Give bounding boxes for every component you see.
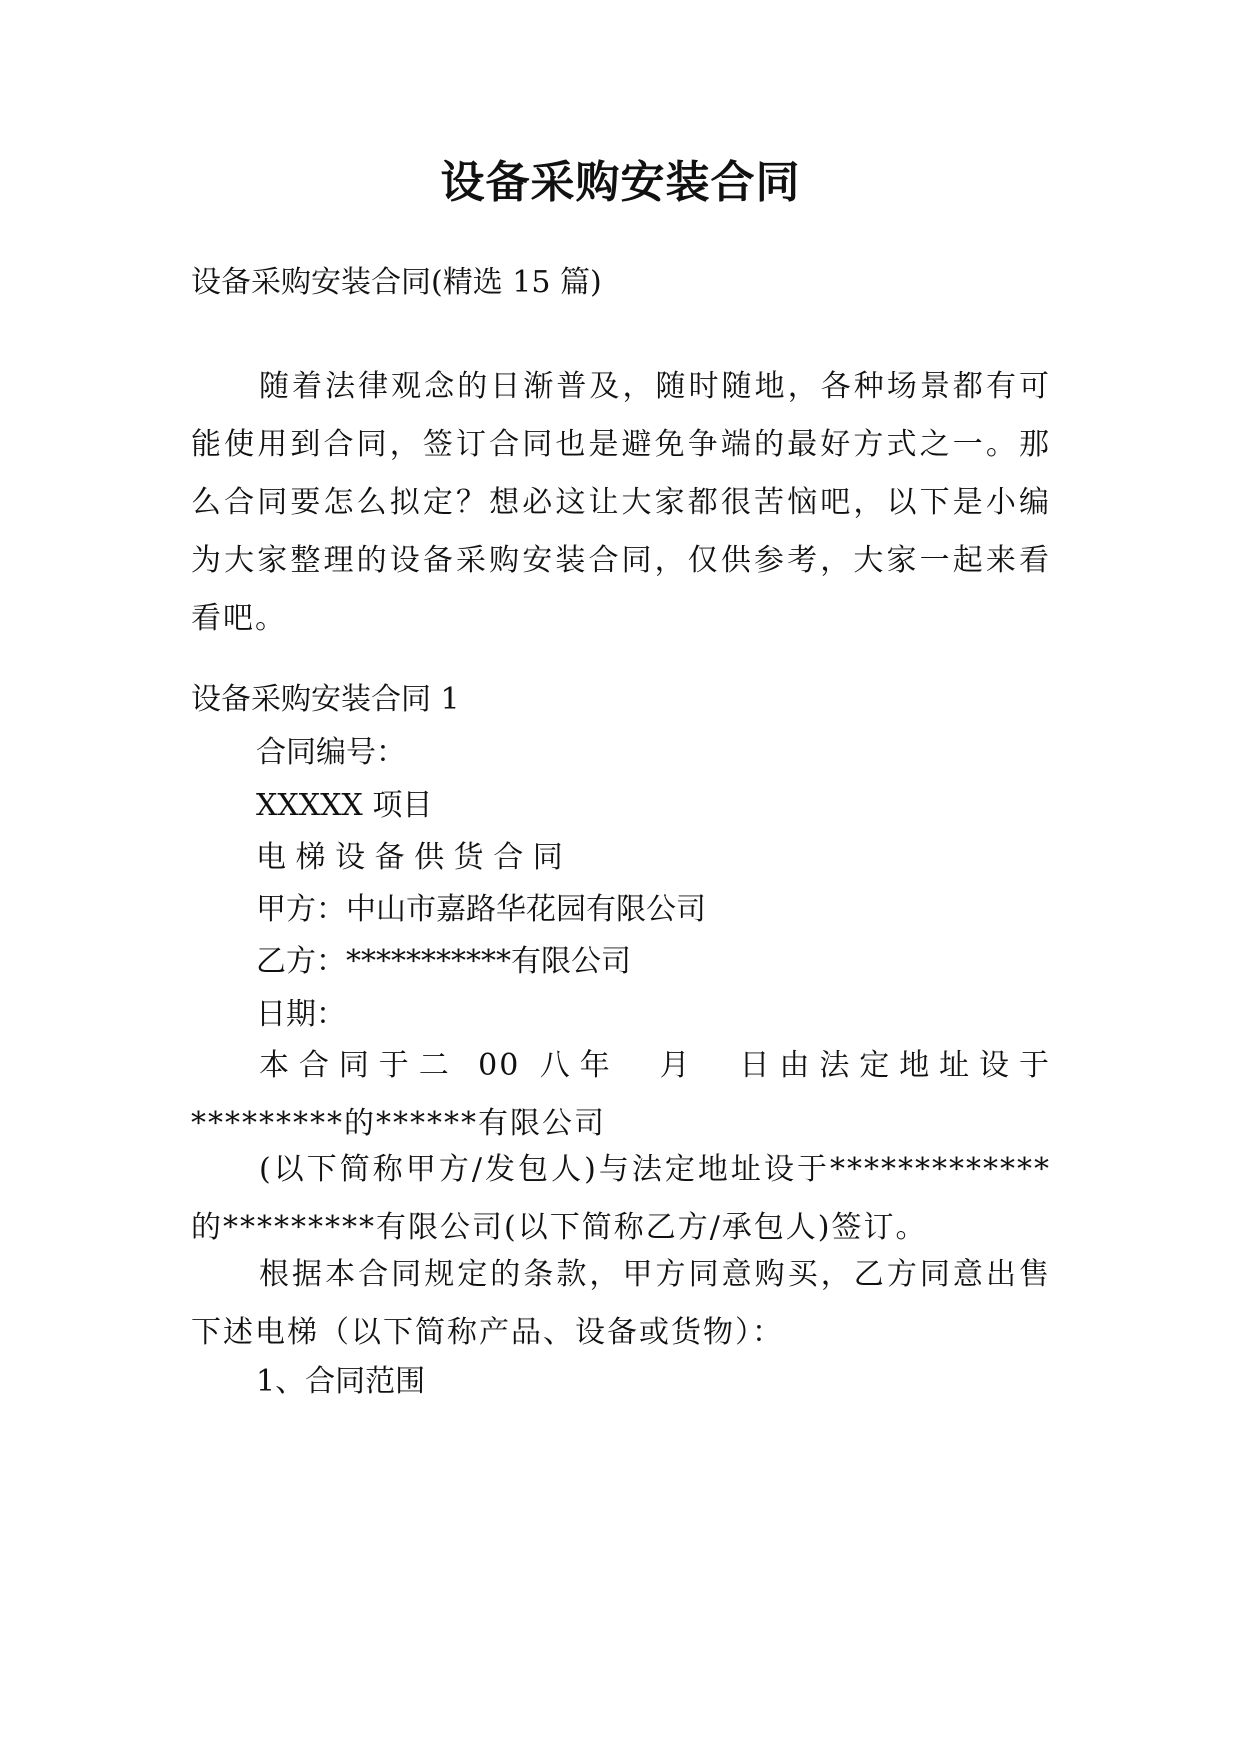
document-title: 设备采购安装合同 [440,157,801,208]
contract-name: 电 梯 设 备 供 货 合 同 [256,840,563,875]
item-contract-scope: 1、合同范围 [256,1364,426,1399]
party-a: 甲方：中山市嘉路华花园有限公司 [256,892,706,927]
project-name: XXXXX 项目 [256,788,433,823]
clause-paragraph-1: 本合同于二 00 八年 月 日由法定地址设于*********的******有限公司 [191,1048,1051,1141]
section-heading: 设备采购安装合同 1 [191,682,460,717]
clause-paragraph-3: 根据本合同规定的条款，甲方同意购买，乙方同意出售下述电梯（以下简称产品、设备或货物）： [191,1257,1051,1350]
contract-number-label: 合同编号： [256,735,406,770]
party-b: 乙方：***********有限公司 [256,944,631,979]
document-subtitle: 设备采购安装合同(精选 15 篇) [191,265,602,300]
intro-paragraph: 随着法律观念的日渐普及，随时随地，各种场景都有可能使用到合同，签订合同也是避免争端的最好方式之一。那么合同要怎么拟定？想必这让大家都很苦恼吧，以下是小编为大家整理的设备采购安装合同，仅供参考，大家一起来看看吧。 [191,369,1051,636]
date-label: 日期： [256,997,346,1032]
clause-paragraph-2: (以下简称甲方/发包人)与法定地址设于*************的*********有限公司(以下简称乙方/承包人)签订。 [191,1152,1051,1245]
